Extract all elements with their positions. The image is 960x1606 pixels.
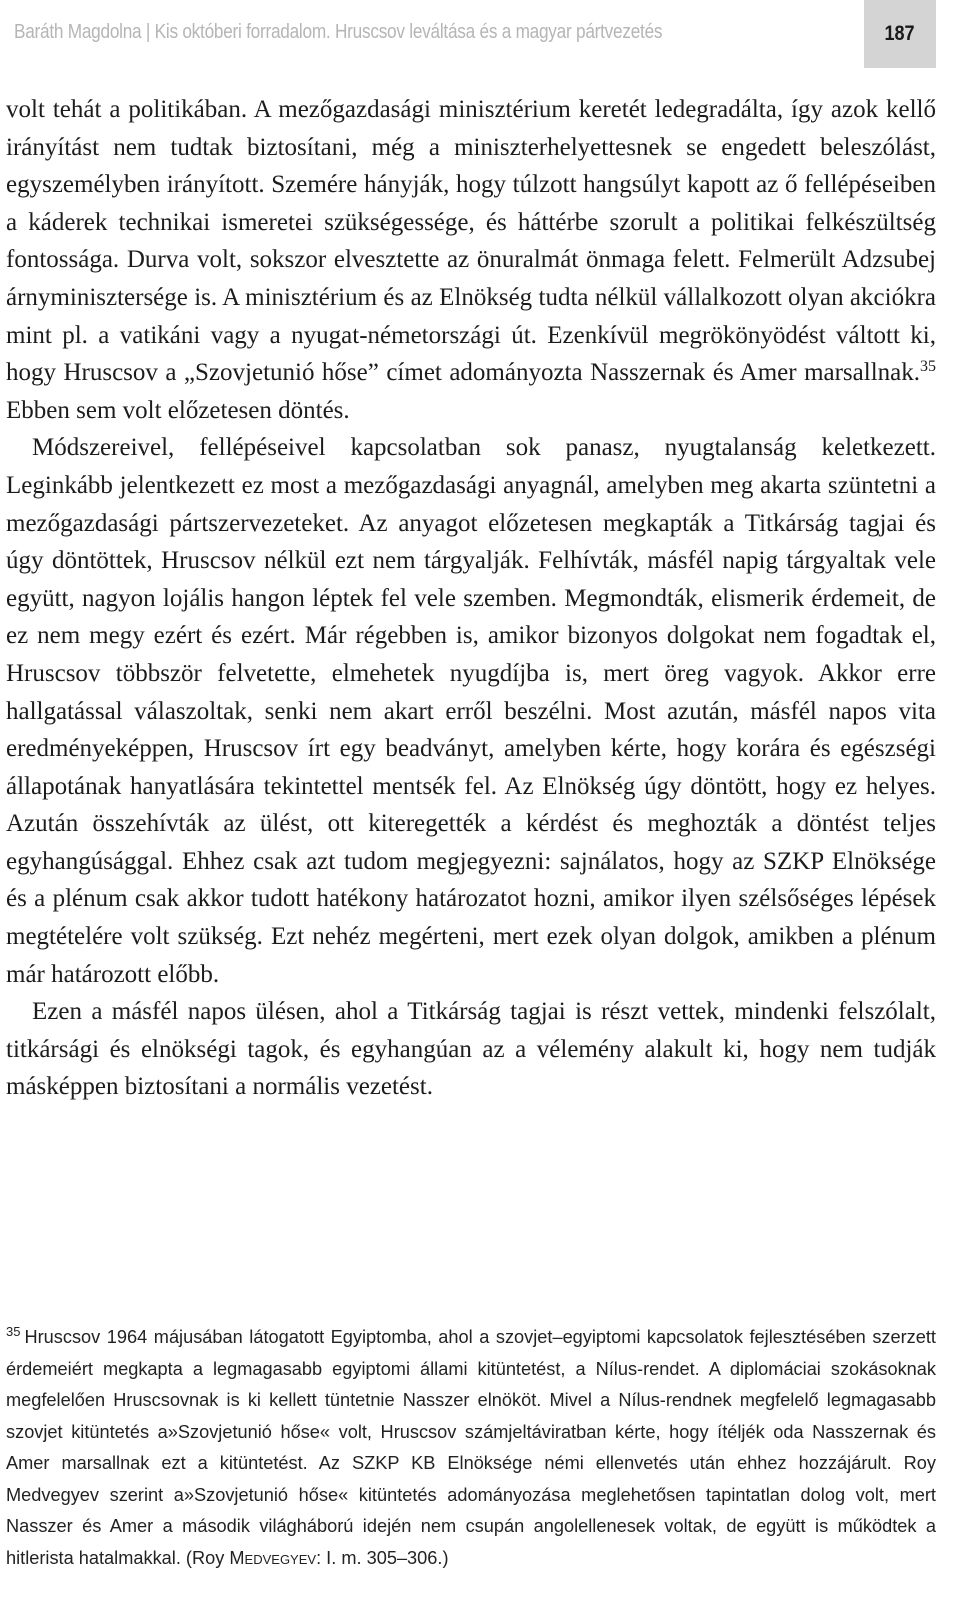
footnote-author: Medvegyev — [229, 1547, 317, 1568]
footnote-citation: : I. m. 305–306.) — [316, 1547, 449, 1568]
body-text — [6, 91, 936, 1106]
footnotes — [6, 1322, 936, 1574]
paragraph-3: Ezen a másfél napos ülésen, ahol a Titkárság tagjai is részt vettek, mindenki felszólalt, titkársági és elnökségi tagok, és egyhangúan az a vélemény alakult ki, hogy nem tudják másképpen biztosítani a normális vezetést. — [6, 998, 936, 1101]
footnote-number: 35 — [6, 1324, 21, 1339]
paragraph-1 — [6, 91, 936, 429]
footnote-reference[interactable]: 35 — [920, 358, 936, 376]
page-number: 187 — [884, 22, 916, 45]
paragraph-1-text: volt tehát a politikában. A mezőgazdasági minisztérium keretét ledegradálta, így azok kellő irányítást nem tudtak biztosítani, még a miniszterhelyettesnek se engedett beleszólást, egyszemélyben irányított. Szemére hányják, hogy túlzott hangsúlyt kapott az ő fellépéseiben a káderek technikai ismeretei szükségessége, és háttérbe szorult a politikai felkészültség fontossága. Durva volt, sokszor elvesztette az önuralmát önmaga felett. Felmerült Adzsubej árnyminisztersége is. A minisztérium és az Elnökség tudta nélkül vállalkozott olyan akciókra mint pl. a vatikáni vagy a nyugat-németországi út. Ezenkívül megrökönyödést váltott ki, hogy Hruscsov a „Szovjetunió hőse” címet adományozta Nasszernak és Amer marsallnak. — [6, 96, 936, 387]
paragraph-2: Módszereivel, fellépéseivel kapcsolatban sok panasz, nyugtalanság keletkezett. Leginkább jelentkezett ez most a mezőgazdasági anyagnál, amelyben meg akarta szüntetni a mezőgazdasági pártszervezeteket. Az anyagot előzetesen megkapták a Titkárság tagjai és úgy döntöttek, Hruscsov nélkül ezt nem tárgyalják. Felhívták, másfél napig tárgyaltak vele együtt, nagyon lojális hangon léptek fel vele szemben. Megmondták, elismerik érdemeit, de ez nem megy ezért és ezért. Már régebben is, amikor bizonyos dolgokat nem fogadtak el, Hruscsov többször felvetette, elmehetek nyugdíjba is, mert öreg vagyok. Akkor erre hallgatással válaszoltak, senki nem akart erről beszélni. Most azután, másfél napos vita eredményeképpen, Hruscsov írt egy beadványt, amelyben kérte, hogy korára és egészségi állapotának hanyatlására tekintettel mentsék fel. Az Elnökség úgy döntött, hogy ez helyes. Azután összehívták az ülést, ott kiteregették a kérdést és meghozták a döntést teljes egyhangúsággal. Ehhez csak azt tudom megjegyezni: sajnálatos, hogy az SZKP Elnöksége és a plénum csak akkor tudott hatékony határozatot hozni, amikor ilyen szélsőséges lépések megtételére volt szükség. Ezt nehéz megérteni, mert ezek olyan dolgok, amikben a plénum már határozott előbb. — [6, 434, 936, 988]
footnote-text: Hruscsov 1964 májusában látogatott Egyiptomba, ahol a szovjet–egyiptomi kapcsolatok fejlesztésében szerzett érdemeiért megkapta a legmagasabb egyiptomi állami kitüntetést, a Nílus-rendet. A diplomáciai szokásoknak megfelelően Hruscsovnak is ki kellett tüntetnie Nasszer elnököt. Mivel a Nílus-rendnek megfelelő legmagasabb szovjet kitüntetés a»Szovjetunió hőse« volt, Hruscsov számjeltáviratban kérte, hogy ítéljék oda Nasszernak és Amer marsallnak ezt a kitüntetést. Az SZKP KB Elnöksége némi ellenvetés után ehhez hozzájárult. Roy Medvegyev szerint a»Szovjetunió hőse« kitüntetés adományozása meglehetősen tapintatlan dolog volt, mert Nasszer és Amer a második világháború idején nem csupán angolellenesek voltak, de együtt is működtek a hitlerista hatalmakkal. (Roy — [6, 1327, 936, 1568]
page-number-box — [864, 0, 936, 68]
running-title: Baráth Magdolna | Kis októberi forradalom. Hruscsov leváltása és a magyar pártvezetés — [14, 20, 663, 43]
footnote-35 — [6, 1322, 936, 1574]
running-header — [0, 0, 960, 72]
paragraph-1-text-end: Ebben sem volt előzetesen döntés. — [6, 396, 350, 424]
